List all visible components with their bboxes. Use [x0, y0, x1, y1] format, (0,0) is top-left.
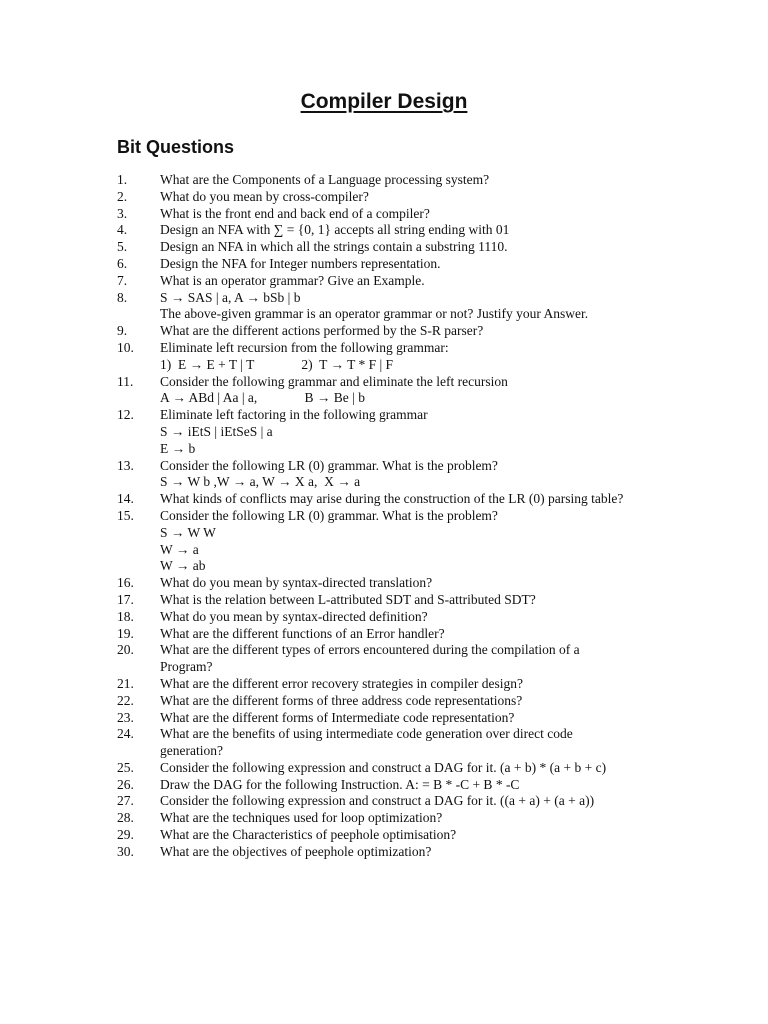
question-text: What are the objectives of peephole optimization?: [160, 843, 432, 859]
question-number: 3.: [117, 205, 128, 221]
question-item: [117, 793, 737, 810]
question-continuation: W → a: [160, 541, 199, 557]
question-text: What are the techniques used for loop optimization?: [160, 810, 443, 826]
question-number: 20.: [117, 642, 134, 658]
document-title-text: Compiler Design: [300, 90, 468, 113]
question-continuation: The above-given grammar is an operator grammar or not? Justify your Answer.: [160, 306, 589, 322]
question-text: What do you mean by syntax-directed definition?: [160, 608, 428, 624]
question-item: [117, 508, 737, 525]
question-number: 18.: [117, 608, 134, 624]
question-text: What kinds of conflicts may arise during the construction of the LR (0) parsing table?: [160, 491, 624, 507]
question-item: [117, 340, 737, 357]
question-text: Eliminate left recursion from the following grammar:: [160, 339, 449, 355]
question-continuation: W → ab: [160, 558, 206, 574]
question-continuation: A → ABd | Aa | a, B → Be | b: [160, 390, 365, 406]
question-item: [117, 491, 737, 508]
question-item: [117, 844, 737, 861]
question-text: What are the Characteristics of peephole optimisation?: [160, 827, 457, 843]
question-number: 1.: [117, 172, 128, 187]
question-number: 24.: [117, 726, 134, 742]
question-item: [117, 273, 737, 290]
question-number: 11.: [117, 373, 134, 389]
question-item: [117, 206, 737, 223]
question-continuation: S → W b ,W → a, W → X a, X → a: [160, 474, 361, 490]
question-item: [117, 810, 737, 827]
question-text: What is an operator grammar? Give an Example.: [160, 272, 425, 288]
question-continuation: S → iEtS | iEtSeS | a: [160, 423, 273, 439]
question-number: 8.: [117, 289, 128, 305]
question-item: [117, 256, 737, 273]
document-title: [0, 88, 768, 116]
question-item: [117, 760, 737, 777]
question-text: What is the front end and back end of a compiler?: [160, 205, 430, 221]
question-number: 12.: [117, 407, 134, 423]
question-text: What are the different functions of an Error handler?: [160, 625, 445, 641]
question-text: Consider the following grammar and eliminate the left recursion: [160, 373, 508, 389]
question-text: What do you mean by cross-compiler?: [160, 188, 369, 204]
section-heading: Bit Questions: [117, 137, 235, 157]
question-item: [117, 676, 737, 693]
question-item: [117, 222, 737, 239]
question-text: What are the different types of errors encountered during the compilation of a: [160, 642, 580, 658]
question-item: [117, 642, 737, 659]
question-number: 6.: [117, 255, 128, 271]
question-number: 10.: [117, 339, 134, 355]
question-item: [117, 626, 737, 643]
question-text: What do you mean by syntax-directed translation?: [160, 575, 433, 591]
question-item: [117, 592, 737, 609]
question-text: Design an NFA with ∑ = {0, 1} accepts all string ending with 01: [160, 222, 510, 238]
question-number: 7.: [117, 272, 128, 288]
question-text: What are the different forms of three address code representations?: [160, 692, 523, 708]
question-text: What are the different error recovery strategies in compiler design?: [160, 675, 523, 691]
question-number: 29.: [117, 827, 134, 843]
question-number: 25.: [117, 759, 134, 775]
question-text: What are the different actions performed by the S-R parser?: [160, 323, 484, 339]
question-item: [117, 458, 737, 475]
question-item: [117, 172, 737, 189]
question-text: S → SAS | a, A → bSb | b: [160, 289, 301, 305]
question-text: Consider the following LR (0) grammar. What is the problem?: [160, 457, 498, 473]
question-number: 23.: [117, 709, 134, 725]
question-item: [117, 609, 737, 626]
question-text: Draw the DAG for the following Instruction. A: = B * -C + B * -C: [160, 776, 520, 792]
question-number: 13.: [117, 457, 134, 473]
question-item: [117, 189, 737, 206]
question-text: Consider the following LR (0) grammar. What is the problem?: [160, 507, 498, 523]
question-text: Consider the following expression and construct a DAG for it. (a + b) * (a + b + c): [160, 759, 607, 775]
question-list: [117, 172, 737, 861]
question-number: 26.: [117, 776, 134, 792]
question-item: [117, 374, 737, 391]
question-continuation: E → b: [160, 440, 196, 456]
question-continuation: 1) E → E + T | T 2) T → T * F | F: [160, 356, 394, 372]
question-number: 17.: [117, 591, 134, 607]
question-number: 16.: [117, 575, 134, 591]
question-number: 2.: [117, 188, 128, 204]
question-item: [117, 827, 737, 844]
question-number: 15.: [117, 507, 134, 523]
question-item: [117, 710, 737, 727]
question-number: 5.: [117, 239, 128, 255]
question-number: 9.: [117, 323, 128, 339]
question-text: Eliminate left factoring in the following grammar: [160, 407, 428, 423]
question-number: 22.: [117, 692, 134, 708]
question-item: [117, 407, 737, 424]
question-number: 28.: [117, 810, 134, 826]
question-item: [117, 726, 737, 743]
question-text: What are the benefits of using intermediate code generation over direct code: [160, 726, 573, 742]
question-item: [117, 777, 737, 794]
question-item: [117, 693, 737, 710]
question-number: 14.: [117, 491, 134, 507]
question-continuation: generation?: [160, 743, 223, 759]
question-item: [117, 323, 737, 340]
question-number: 19.: [117, 625, 134, 641]
question-number: 4.: [117, 222, 128, 238]
question-text: Design an NFA in which all the strings contain a substring 1110.: [160, 239, 508, 255]
question-item: [117, 575, 737, 592]
question-number: 21.: [117, 675, 134, 691]
question-item: [117, 290, 737, 307]
question-text: Consider the following expression and construct a DAG for it. ((a + a) + (a + a)): [160, 793, 595, 809]
question-text: What are the Components of a Language processing system?: [160, 172, 490, 187]
question-text: What is the relation between L-attributed SDT and S-attributed SDT?: [160, 591, 536, 607]
question-item: [117, 239, 737, 256]
question-number: 30.: [117, 843, 134, 859]
question-text: What are the different forms of Intermediate code representation?: [160, 709, 515, 725]
question-continuation: Program?: [160, 659, 213, 675]
question-number: 27.: [117, 793, 134, 809]
question-continuation: S → W W: [160, 524, 216, 540]
question-text: Design the NFA for Integer numbers representation.: [160, 255, 441, 271]
